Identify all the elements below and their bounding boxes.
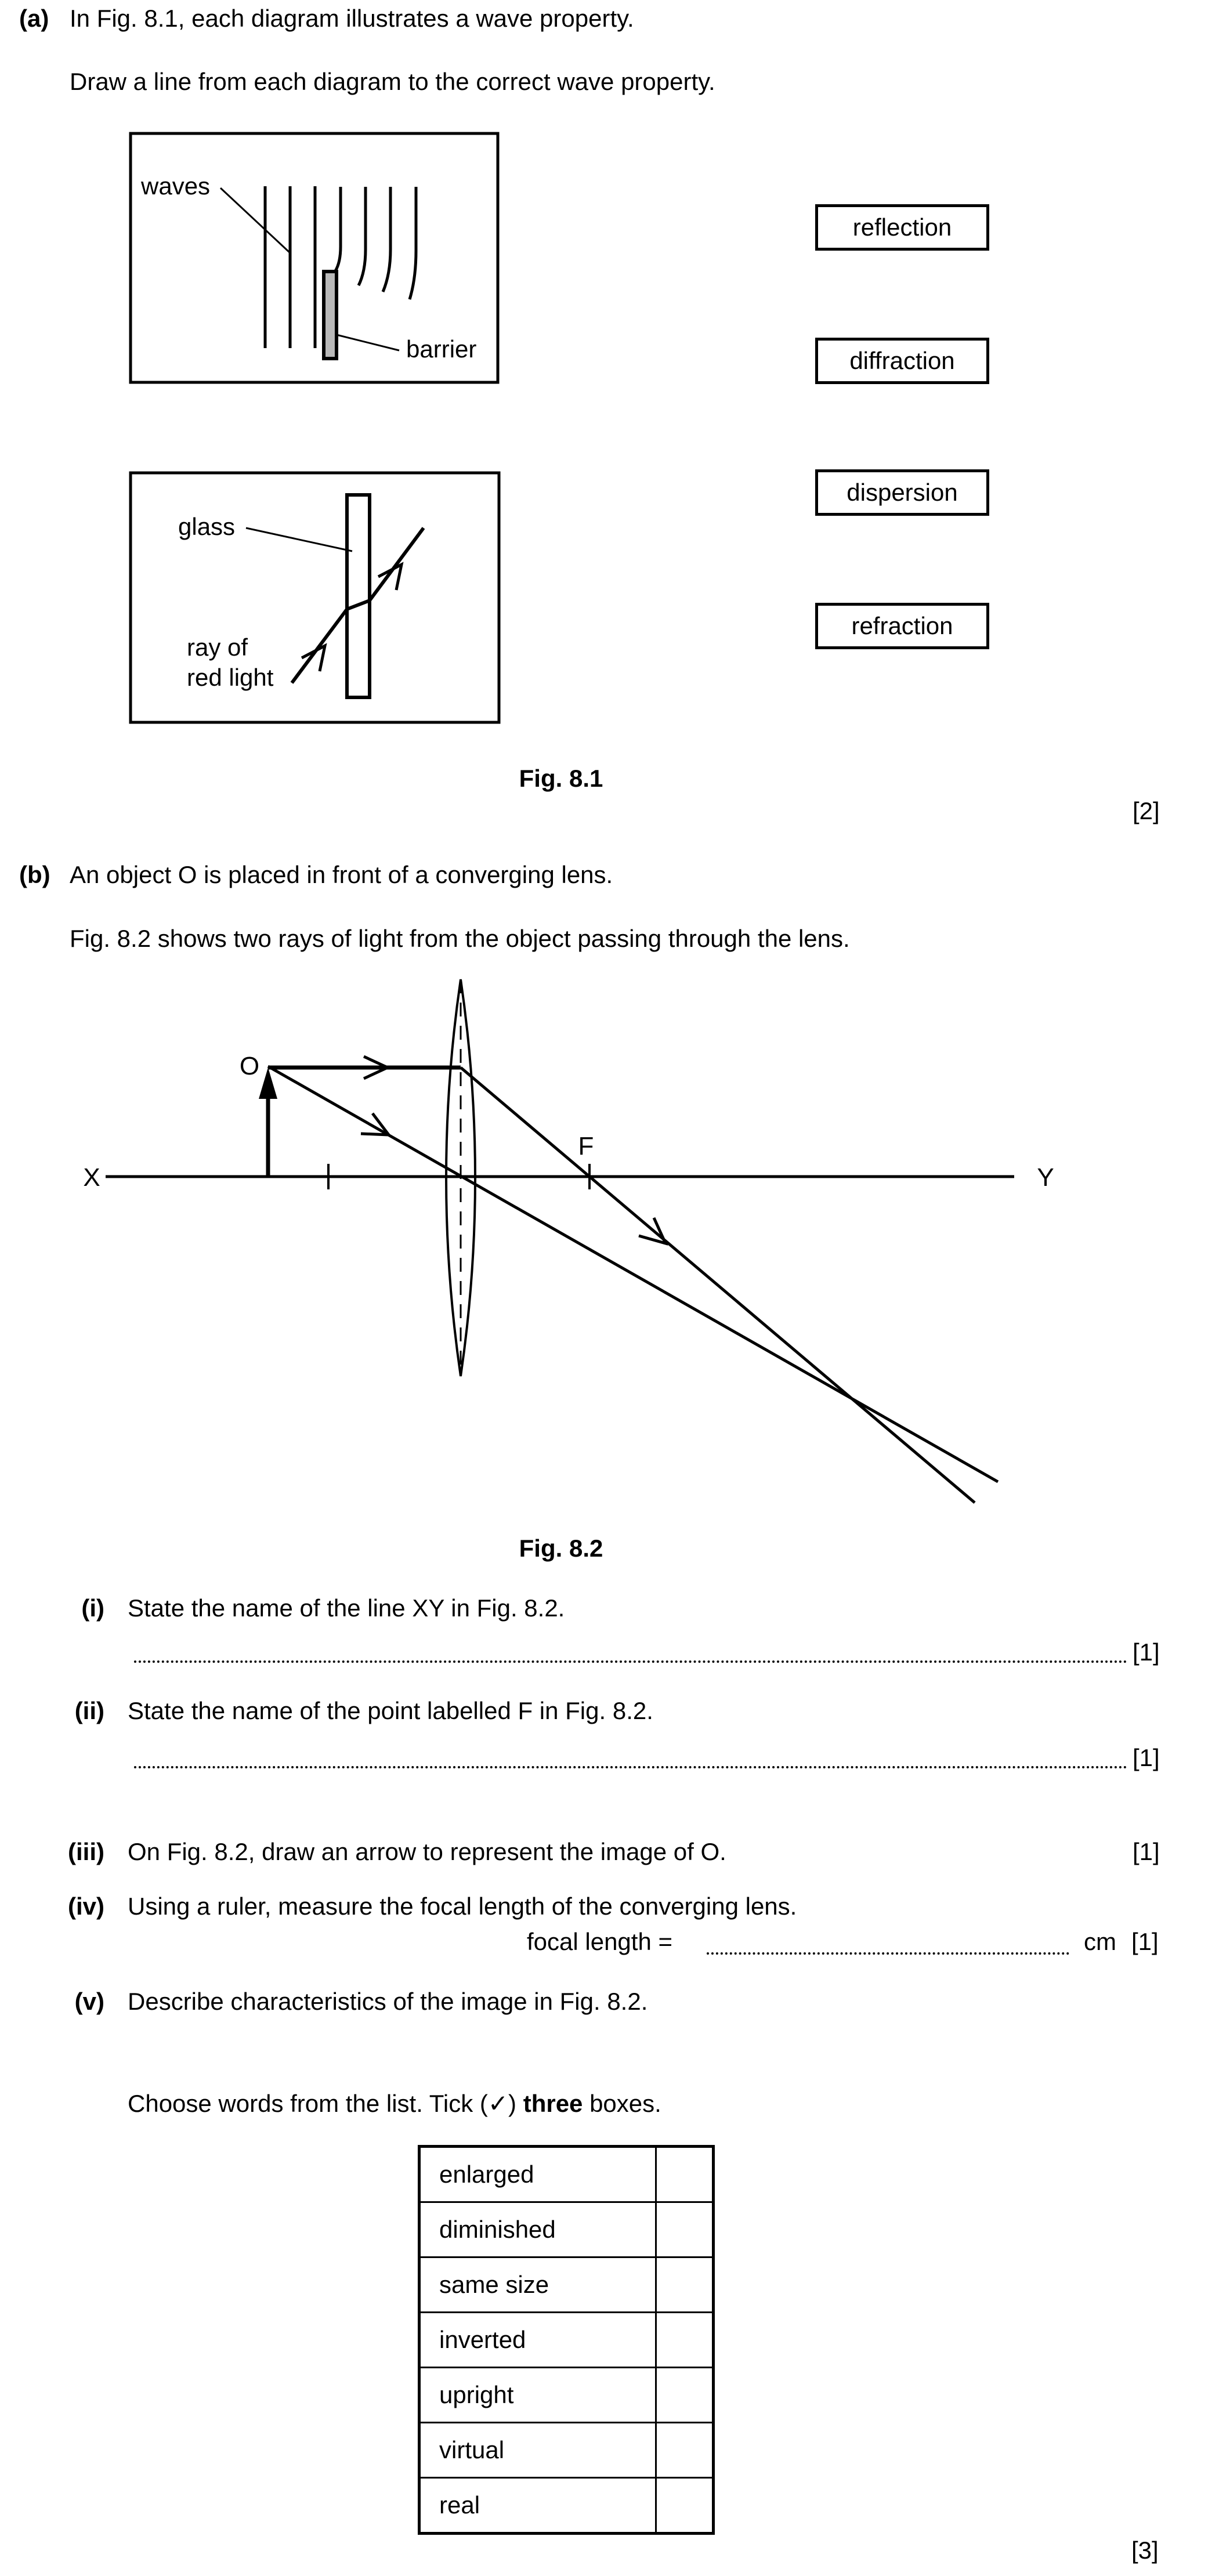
- refracted-ray: [461, 1068, 975, 1503]
- glass-diagram: [125, 467, 508, 728]
- option-box-diffraction[interactable]: diffraction: [815, 338, 989, 384]
- tick-cell-upright[interactable]: [657, 2368, 712, 2422]
- tick-cell-diminished[interactable]: [657, 2203, 712, 2256]
- table-row: [421, 2422, 712, 2477]
- part-iii-marks: [1]: [1133, 1838, 1160, 1865]
- part-iii-text: On Fig. 8.2, draw an arrow to represent the image of O.: [128, 1838, 726, 1865]
- part-ii-answer-line[interactable]: [134, 1742, 1127, 1768]
- barrier-label: barrier: [406, 335, 477, 363]
- table-row: [421, 2311, 712, 2367]
- focal-point-label: F: [578, 1132, 594, 1160]
- glass-diagram-frame: [131, 473, 499, 722]
- word-cell-diminished: diminished: [421, 2203, 657, 2256]
- waves-label: waves: [141, 172, 211, 200]
- word-cell-virtual: virtual: [421, 2423, 657, 2477]
- glass-block-rect: [347, 495, 370, 697]
- part-iii-label: (iii): [68, 1838, 104, 1865]
- barrier-rect: [324, 272, 337, 359]
- word-cell-upright: upright: [421, 2368, 657, 2422]
- tick-cell-virtual[interactable]: [657, 2423, 712, 2477]
- object-arrow-head: [259, 1068, 277, 1099]
- light-ray: [292, 528, 424, 683]
- barrier-pointer-line: [337, 335, 399, 350]
- part-v-marks: [3]: [1131, 2537, 1159, 2564]
- question-b-description: Fig. 8.2 shows two rays of light from the object passing through the lens.: [70, 925, 850, 952]
- part-i-label: (i): [81, 1594, 104, 1622]
- waves-diagram: [125, 128, 508, 389]
- question-a-marks: [2]: [1133, 797, 1160, 824]
- part-v-instruction-bold: three: [523, 2090, 583, 2117]
- tick-cell-same-size[interactable]: [657, 2258, 712, 2311]
- word-cell-real: real: [421, 2479, 657, 2532]
- word-cell-same-size: same size: [421, 2258, 657, 2311]
- table-row: [421, 2201, 712, 2256]
- question-b-label: (b): [19, 861, 50, 888]
- part-iv-marks: [1]: [1131, 1928, 1159, 1955]
- figure-8-2-caption: Fig. 8.2: [519, 1535, 603, 1562]
- part-iv-text: Using a ruler, measure the focal length of the converging lens.: [128, 1893, 797, 1920]
- table-row: [421, 2367, 712, 2422]
- question-b-intro: An object O is placed in front of a converging lens.: [70, 861, 613, 888]
- part-i-answer-line[interactable]: [134, 1636, 1127, 1663]
- ray-label-line1: ray of: [187, 634, 248, 661]
- option-box-refraction[interactable]: refraction: [815, 603, 989, 649]
- part-ii-label: (ii): [74, 1697, 104, 1724]
- figure-8-1-caption: Fig. 8.1: [519, 765, 603, 792]
- object-label: O: [239, 1052, 260, 1080]
- option-box-reflection[interactable]: reflection: [815, 204, 989, 251]
- option-box-dispersion[interactable]: dispersion: [815, 469, 989, 516]
- table-row: [421, 2477, 712, 2532]
- lens-diagram: [46, 963, 1131, 1520]
- part-ii-text: State the name of the point labelled F in Fig. 8.2.: [128, 1697, 653, 1724]
- glass-label: glass: [178, 513, 236, 540]
- focal-length-answer-blank[interactable]: [707, 1928, 1069, 1955]
- word-list-table: [418, 2145, 715, 2535]
- part-i-text: State the name of the line XY in Fig. 8.2.: [128, 1594, 565, 1622]
- table-row: [421, 2256, 712, 2311]
- part-v-instruction: [128, 2090, 661, 2118]
- question-a-instruction: Draw a line from each diagram to the correct wave property.: [70, 68, 715, 95]
- ray-through-centre-arrowhead: [361, 1113, 389, 1135]
- part-v-text: Describe characteristics of the image in Fig. 8.2.: [128, 1988, 648, 2015]
- word-cell-enlarged: enlarged: [421, 2148, 657, 2201]
- glass-pointer-line: [246, 528, 352, 551]
- focal-length-unit: cm: [1084, 1928, 1116, 1955]
- part-v-instruction-post: boxes.: [583, 2090, 661, 2117]
- focal-length-prefix: focal length =: [527, 1928, 673, 1955]
- tick-cell-enlarged[interactable]: [657, 2148, 712, 2201]
- axis-label-x: X: [83, 1163, 100, 1192]
- axis-label-y: Y: [1037, 1163, 1054, 1192]
- waves-pointer-line: [220, 188, 290, 253]
- part-v-instruction-pre: Choose words from the list. Tick (✓): [128, 2090, 523, 2117]
- part-ii-marks: [1]: [1133, 1744, 1160, 1771]
- table-row: [421, 2148, 712, 2201]
- straight-wavefronts: [265, 186, 315, 348]
- part-v-label: (v): [74, 1988, 104, 2015]
- diffracted-wavefronts: [335, 187, 416, 299]
- part-i-marks: [1]: [1133, 1638, 1160, 1666]
- tick-cell-real[interactable]: [657, 2479, 712, 2532]
- tick-cell-inverted[interactable]: [657, 2313, 712, 2367]
- question-a-label: (a): [19, 5, 49, 32]
- ray-through-centre: [268, 1066, 998, 1482]
- word-cell-inverted: inverted: [421, 2313, 657, 2367]
- part-iv-label: (iv): [68, 1893, 104, 1920]
- question-a-intro: In Fig. 8.1, each diagram illustrates a wave property.: [70, 5, 634, 32]
- ray-label-line2: red light: [187, 664, 274, 691]
